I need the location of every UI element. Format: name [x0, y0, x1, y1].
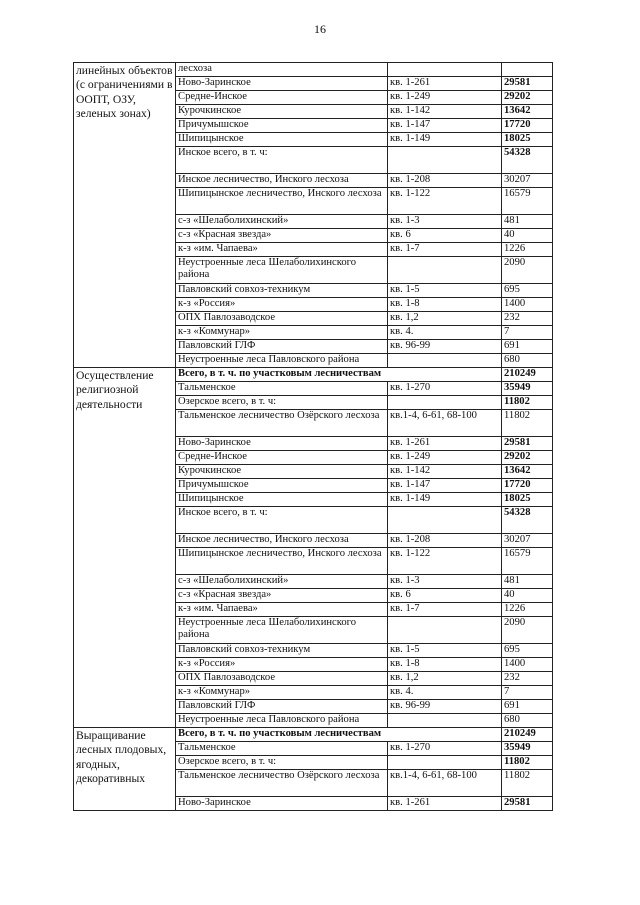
forestry-name-cell: к-з «Коммунар»: [176, 686, 388, 700]
quarters-cell: кв.1-4, 6-61, 68-100: [388, 410, 502, 437]
area-cell: 54328: [502, 507, 553, 534]
area-cell: 232: [502, 672, 553, 686]
area-cell: 11802: [502, 410, 553, 437]
area-cell: 2090: [502, 617, 553, 644]
area-cell: 17720: [502, 479, 553, 493]
area-cell: 2090: [502, 257, 553, 284]
forestry-name-cell: Ново-Заринское: [176, 77, 388, 91]
area-cell: 210249: [502, 728, 553, 742]
area-cell: 29581: [502, 797, 553, 811]
area-cell: 680: [502, 354, 553, 368]
quarters-cell: кв. 1-208: [388, 174, 502, 188]
quarters-cell: [388, 507, 502, 534]
forestry-name-cell: ОПХ Павлозаводское: [176, 312, 388, 326]
forestry-name-cell: к-з «Россия»: [176, 658, 388, 672]
forestry-name-cell: Шипицынское лесничество, Инского лесхоза: [176, 548, 388, 575]
quarters-cell: [388, 617, 502, 644]
forestry-name-cell: Шипицынское лесничество, Инского лесхоза: [176, 188, 388, 215]
area-cell: 481: [502, 215, 553, 229]
area-cell: 16579: [502, 188, 553, 215]
area-cell: 695: [502, 284, 553, 298]
quarters-cell: кв. 1-261: [388, 797, 502, 811]
forestry-name-cell: Средне-Инское: [176, 91, 388, 105]
area-cell: 35949: [502, 742, 553, 756]
area-cell: 11802: [502, 770, 553, 797]
forestry-name-cell: Тальменское: [176, 382, 388, 396]
forestry-name-cell: ОПХ Павлозаводское: [176, 672, 388, 686]
area-cell: 691: [502, 340, 553, 354]
forestry-name-cell: Всего, в т. ч. по участковым лесничествам: [176, 368, 502, 382]
area-cell: 13642: [502, 105, 553, 119]
quarters-cell: кв. 1-142: [388, 465, 502, 479]
page-number: 16: [314, 22, 326, 36]
forestry-name-cell: с-з «Шелаболихинский»: [176, 575, 388, 589]
forestry-name-cell: к-з «им. Чапаева»: [176, 243, 388, 257]
quarters-cell: кв. 1-270: [388, 382, 502, 396]
quarters-cell: кв. 1-8: [388, 658, 502, 672]
quarters-cell: кв. 1-261: [388, 77, 502, 91]
area-cell: 29202: [502, 91, 553, 105]
forestry-name-cell: Курочкинское: [176, 465, 388, 479]
quarters-cell: кв. 1-122: [388, 188, 502, 215]
quarters-cell: кв. 1-122: [388, 548, 502, 575]
forestry-name-cell: с-з «Красная звезда»: [176, 229, 388, 243]
forestry-name-cell: Курочкинское: [176, 105, 388, 119]
quarters-cell: [388, 714, 502, 728]
area-cell: [502, 63, 553, 77]
forestry-name-cell: Неустроенные леса Шелаболихинского района: [176, 257, 388, 284]
forestry-name-cell: к-з «Коммунар»: [176, 326, 388, 340]
category-cell: линейных объектов (с ограничениями в ООПТ, ОЗУ, зеленых зонах): [74, 63, 176, 368]
forestry-name-cell: Причумышское: [176, 479, 388, 493]
table-row: [74, 63, 553, 77]
area-cell: 40: [502, 589, 553, 603]
quarters-cell: кв. 1-5: [388, 284, 502, 298]
forestry-name-cell: Инское лесничество, Инского лесхоза: [176, 534, 388, 548]
area-cell: 54328: [502, 147, 553, 174]
area-cell: 691: [502, 700, 553, 714]
area-cell: 7: [502, 686, 553, 700]
area-cell: 35949: [502, 382, 553, 396]
area-cell: 11802: [502, 756, 553, 770]
area-cell: 7: [502, 326, 553, 340]
forestry-name-cell: лесхоза: [176, 63, 388, 77]
area-cell: 40: [502, 229, 553, 243]
area-cell: 17720: [502, 119, 553, 133]
quarters-cell: кв. 1-5: [388, 644, 502, 658]
forestry-name-cell: Всего, в т. ч. по участковым лесничествам: [176, 728, 502, 742]
area-cell: 232: [502, 312, 553, 326]
area-cell: 18025: [502, 493, 553, 507]
area-cell: 13642: [502, 465, 553, 479]
quarters-cell: кв. 1,2: [388, 672, 502, 686]
forestry-name-cell: Средне-Инское: [176, 451, 388, 465]
area-cell: 16579: [502, 548, 553, 575]
quarters-cell: кв. 96-99: [388, 340, 502, 354]
quarters-cell: [388, 354, 502, 368]
area-cell: 1400: [502, 298, 553, 312]
quarters-cell: кв. 96-99: [388, 700, 502, 714]
area-cell: 29581: [502, 77, 553, 91]
forestry-name-cell: Тальменское лесничество Озёрского лесхоза: [176, 410, 388, 437]
quarters-cell: кв. 1-249: [388, 451, 502, 465]
quarters-cell: кв. 1-8: [388, 298, 502, 312]
table-row: [74, 368, 553, 382]
quarters-cell: кв. 4.: [388, 326, 502, 340]
quarters-cell: кв. 1-147: [388, 479, 502, 493]
forestry-name-cell: Павловский совхоз-техникум: [176, 644, 388, 658]
forestry-name-cell: к-з «Россия»: [176, 298, 388, 312]
quarters-cell: кв. 6: [388, 589, 502, 603]
quarters-cell: кв. 6: [388, 229, 502, 243]
quarters-cell: кв. 1-149: [388, 133, 502, 147]
area-cell: 29581: [502, 437, 553, 451]
quarters-cell: кв. 1-261: [388, 437, 502, 451]
forestry-name-cell: с-з «Шелаболихинский»: [176, 215, 388, 229]
area-cell: 30207: [502, 534, 553, 548]
quarters-cell: кв. 1-3: [388, 575, 502, 589]
forestry-name-cell: Неустроенные леса Павловского района: [176, 354, 388, 368]
forestry-name-cell: Ново-Заринское: [176, 797, 388, 811]
area-cell: 695: [502, 644, 553, 658]
quarters-cell: [388, 147, 502, 174]
forestry-name-cell: Шипицынское: [176, 493, 388, 507]
area-cell: 1226: [502, 603, 553, 617]
forestry-name-cell: к-з «им. Чапаева»: [176, 603, 388, 617]
area-cell: 18025: [502, 133, 553, 147]
area-cell: 481: [502, 575, 553, 589]
category-cell: Выращивание лесных плодовых, ягодных, декоративных: [74, 728, 176, 811]
quarters-cell: кв. 1-208: [388, 534, 502, 548]
forestry-name-cell: с-з «Красная звезда»: [176, 589, 388, 603]
forestry-name-cell: Инское лесничество, Инского лесхоза: [176, 174, 388, 188]
forestry-name-cell: Инское всего, в т. ч:: [176, 147, 388, 174]
area-cell: 680: [502, 714, 553, 728]
quarters-cell: [388, 396, 502, 410]
forestry-name-cell: Шипицынское: [176, 133, 388, 147]
forestry-name-cell: Павловский совхоз-техникум: [176, 284, 388, 298]
quarters-cell: кв. 1-249: [388, 91, 502, 105]
quarters-cell: кв. 1-147: [388, 119, 502, 133]
quarters-cell: кв.1-4, 6-61, 68-100: [388, 770, 502, 797]
quarters-cell: кв. 1-7: [388, 603, 502, 617]
quarters-cell: кв. 1-7: [388, 243, 502, 257]
quarters-cell: кв. 1-3: [388, 215, 502, 229]
category-cell: Осуществление религиозной деятельности: [74, 368, 176, 728]
forestry-name-cell: Инское всего, в т. ч:: [176, 507, 388, 534]
quarters-cell: кв. 4.: [388, 686, 502, 700]
quarters-cell: кв. 1-149: [388, 493, 502, 507]
area-cell: 1400: [502, 658, 553, 672]
area-cell: 1226: [502, 243, 553, 257]
quarters-cell: [388, 63, 502, 77]
quarters-cell: кв. 1-142: [388, 105, 502, 119]
forestry-name-cell: Неустроенные леса Шелаболихинского района: [176, 617, 388, 644]
area-cell: 29202: [502, 451, 553, 465]
quarters-cell: [388, 756, 502, 770]
forestry-name-cell: Павловский ГЛФ: [176, 700, 388, 714]
forestry-name-cell: Павловский ГЛФ: [176, 340, 388, 354]
forestry-name-cell: Ново-Заринское: [176, 437, 388, 451]
area-cell: 210249: [502, 368, 553, 382]
forestry-name-cell: Озерское всего, в т. ч:: [176, 756, 388, 770]
forestry-name-cell: Неустроенные леса Павловского района: [176, 714, 388, 728]
forest-use-table: [73, 62, 553, 811]
quarters-cell: кв. 1,2: [388, 312, 502, 326]
area-cell: 11802: [502, 396, 553, 410]
forestry-name-cell: Причумышское: [176, 119, 388, 133]
area-cell: 30207: [502, 174, 553, 188]
forestry-name-cell: Тальменское лесничество Озёрского лесхоза: [176, 770, 388, 797]
table-row: [74, 728, 553, 742]
forestry-name-cell: Тальменское: [176, 742, 388, 756]
quarters-cell: [388, 257, 502, 284]
quarters-cell: кв. 1-270: [388, 742, 502, 756]
forestry-name-cell: Озерское всего, в т. ч:: [176, 396, 388, 410]
